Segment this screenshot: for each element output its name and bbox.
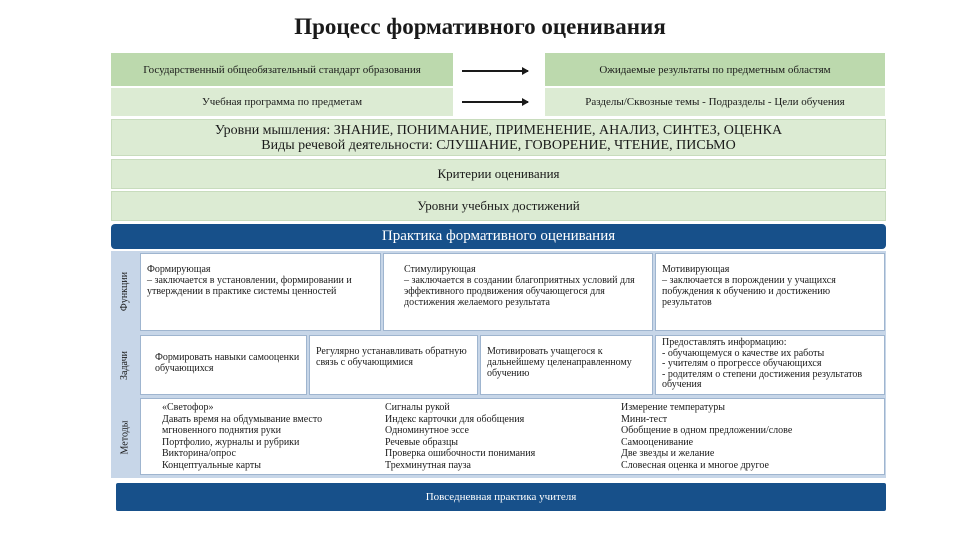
sections-box xyxy=(545,88,885,116)
stimulating-text: – заключается в создании благоприятных условий для эффективного продвижения обучающегося для достижения желаемого результата xyxy=(404,275,635,308)
tasks-label-text: Задачи xyxy=(119,350,130,380)
forming-title: Формирующая xyxy=(147,264,211,275)
criteria-text: Критерии оценивания xyxy=(437,166,560,181)
method-item: «Светофор» xyxy=(162,402,214,413)
task-4-item: - родителям о степени достижения результатов обучения xyxy=(662,368,863,390)
motivating-text: – заключается в порождении у учащихся побуждения к обучению и достижению результатов xyxy=(662,275,836,308)
task-1-text: Формировать навыки самооценки обучающихся xyxy=(155,352,300,374)
criteria-box xyxy=(111,159,886,189)
method-item: Индекс карточки для обобщения xyxy=(385,413,525,425)
method-item: Две звезды и желание xyxy=(621,448,715,459)
method-item: Обобщение в одном предложении/слове xyxy=(621,425,793,436)
arrow-right-icon xyxy=(462,70,528,72)
method-item: Концептуальные карты xyxy=(162,459,261,471)
method-item: Измерение температуры xyxy=(621,402,725,413)
task-4-title: Предоставлять информацию: xyxy=(662,337,787,348)
task-2-text: Регулярно устанавливать обратную связь с обучающимися xyxy=(316,346,467,368)
arrow-right-icon xyxy=(462,101,528,103)
levels-box xyxy=(111,119,886,156)
function-motivating xyxy=(655,253,885,331)
method-item: Сигналы рукой xyxy=(385,402,450,413)
practice-banner xyxy=(111,224,886,249)
expected-results-box xyxy=(545,53,885,86)
method-item: мгновенного поднятия руки xyxy=(162,425,281,436)
method-item: Трехминутная пауза xyxy=(385,459,471,471)
method-item: Викторина/опрос xyxy=(162,448,236,459)
methods-col-1 xyxy=(162,402,322,471)
task-4-item: - обучающемуся о качестве их работы xyxy=(662,347,825,359)
method-item: Портфолио, журналы и рубрики xyxy=(162,436,300,448)
forming-text: – заключается в установлении, формировании и утверждении в практике системы ценностей xyxy=(147,275,352,297)
tasks-label xyxy=(111,334,138,396)
methods-col-3 xyxy=(621,402,792,471)
functions-label-text: Функции xyxy=(119,271,131,312)
method-item: Мини-тест xyxy=(621,413,668,425)
task-4-item: - учителям о прогрессе обучающихся xyxy=(662,358,822,369)
method-item: Проверка ошибочности понимания xyxy=(385,448,536,459)
task-inform xyxy=(655,335,885,395)
method-item: Речевые образцы xyxy=(385,436,459,448)
footer-banner-text: Повседневная практика учителя xyxy=(425,491,577,503)
thinking-levels: Уровни мышления: ЗНАНИЕ, ПОНИМАНИЕ, ПРИМЕНЕНИЕ, АНАЛИЗ, СИНТЕЗ, ОЦЕНКА xyxy=(214,122,783,138)
motivating-title: Мотивирующая xyxy=(662,264,730,275)
standard-box xyxy=(111,53,453,86)
sections-text: Разделы/Сквозные темы - Подразделы - Цели обучения xyxy=(585,96,845,108)
stimulating-title: Стимулирующая xyxy=(404,264,476,275)
methods-col-2 xyxy=(385,402,535,471)
footer-banner xyxy=(116,483,886,511)
function-stimulating xyxy=(383,253,653,331)
standard-text: Государственный общеобязательный стандарт образования xyxy=(143,63,421,76)
methods-label xyxy=(111,398,138,476)
curriculum-box xyxy=(111,88,453,116)
speech-activities: Виды речевой деятельности: СЛУШАНИЕ, ГОВОРЕНИЕ, ЧТЕНИЕ, ПИСЬМО xyxy=(261,137,736,153)
curriculum-text: Учебная программа по предметам xyxy=(201,96,363,108)
functions-label xyxy=(111,251,138,332)
method-item: Давать время на обдумывание вместо xyxy=(162,413,323,425)
task-motivate xyxy=(480,335,653,395)
practice-banner-text: Практика формативного оценивания xyxy=(381,228,616,244)
page-title: Процесс формативного оценивания xyxy=(294,14,666,39)
achievements-text: Уровни учебных достижений xyxy=(417,198,580,213)
method-item: Одноминутное эссе xyxy=(385,425,469,436)
method-item: Словесная оценка и многое другое xyxy=(621,459,769,471)
method-item: Самооценивание xyxy=(621,436,694,448)
achievements-box xyxy=(111,191,886,221)
task-self-assessment xyxy=(140,335,307,395)
function-forming xyxy=(140,253,381,331)
methods-label-text: Методы xyxy=(119,420,130,454)
task-feedback xyxy=(309,335,478,395)
expected-results-text: Ожидаемые результаты по предметным областям xyxy=(599,63,831,76)
task-3-text: Мотивировать учащегося к дальнейшему целенаправленному обучению xyxy=(487,346,632,379)
